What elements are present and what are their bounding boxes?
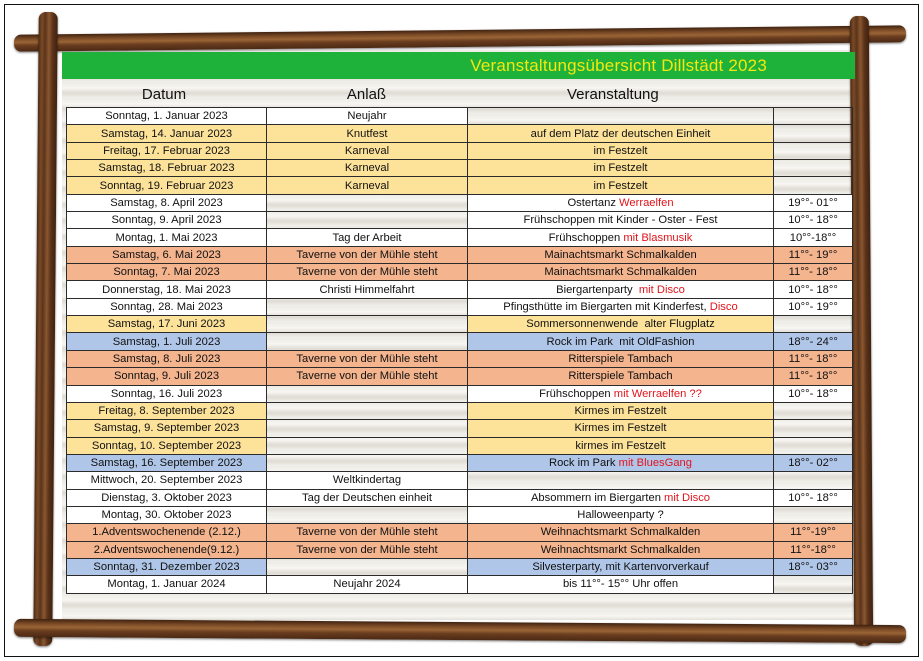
cell-event xyxy=(468,350,774,367)
cell-event xyxy=(468,420,774,437)
event-text: Ostertanz xyxy=(567,196,620,209)
event-text: Absommern im Biergarten xyxy=(530,491,665,504)
event-text: im Festzelt xyxy=(593,179,648,192)
cell-time xyxy=(774,402,853,419)
cell-event xyxy=(468,437,774,454)
column-header-occasion: Anlaß xyxy=(346,85,387,103)
cell-occasion: Taverne von der Mühle steht xyxy=(267,350,468,367)
cell-occasion: Tag der Deutschen einheit xyxy=(267,489,468,506)
event-text: Rock im Park mit OldFashion xyxy=(546,335,695,348)
cell-event xyxy=(468,281,774,298)
cell-occasion: Taverne von der Mühle steht xyxy=(267,264,468,281)
cell-event xyxy=(468,524,774,541)
cell-date: Samstag, 8. Juli 2023 xyxy=(67,350,267,367)
cell-date: Montag, 1. Januar 2024 xyxy=(67,576,267,593)
event-highlight-text: mit BluesGang xyxy=(618,457,692,470)
cell-occasion: Neujahr xyxy=(267,108,468,125)
cell-occasion xyxy=(267,437,468,454)
cell-occasion xyxy=(267,454,468,471)
event-text: kirmes im Festzelt xyxy=(575,439,666,452)
event-text: Weihnachtsmarkt Schmalkalden xyxy=(540,526,701,539)
cell-occasion: Taverne von der Mühle steht xyxy=(267,368,468,385)
cell-date: Samstag, 1. Juli 2023 xyxy=(67,333,267,350)
cell-date: Sonntag, 28. Mai 2023 xyxy=(67,298,267,315)
event-text: Halloweenparty ? xyxy=(577,509,664,522)
table-row xyxy=(67,506,853,523)
cell-date: Sonntag, 10. September 2023 xyxy=(67,437,267,454)
table-row xyxy=(67,281,853,298)
cell-occasion: Knutfest xyxy=(267,125,468,142)
cell-time: 11°°- 18°° xyxy=(774,264,853,281)
table-row xyxy=(67,142,853,159)
table-row xyxy=(67,489,853,506)
cell-time xyxy=(774,142,853,159)
cell-occasion xyxy=(267,333,468,350)
cell-event xyxy=(468,177,774,194)
cell-date: Montag, 30. Oktober 2023 xyxy=(67,506,267,523)
cell-event xyxy=(468,506,774,523)
cell-time xyxy=(774,125,853,142)
cell-time: 10°°- 19°° xyxy=(774,298,853,315)
table-row xyxy=(67,264,853,281)
cell-event xyxy=(468,489,774,506)
cell-time xyxy=(774,316,853,333)
cell-time xyxy=(774,160,853,177)
event-highlight-text: mit Disco xyxy=(664,491,711,504)
table-row xyxy=(67,212,853,229)
cell-date: Freitag, 8. September 2023 xyxy=(67,402,267,419)
cell-time: 11°°-18°° xyxy=(774,541,853,558)
table-row xyxy=(67,402,853,419)
cell-occasion xyxy=(267,316,468,333)
event-text: Biergartenparty xyxy=(556,283,639,296)
events-table xyxy=(66,107,853,594)
cell-time: 10°°- 18°° xyxy=(774,385,853,402)
cell-occasion xyxy=(267,506,468,523)
cell-event xyxy=(468,385,774,402)
cell-occasion xyxy=(267,420,468,437)
cell-date: Sonntag, 9. Juli 2023 xyxy=(67,368,267,385)
cell-occasion xyxy=(267,402,468,419)
cell-occasion: Weltkindertag xyxy=(267,472,468,489)
event-text: Rock im Park xyxy=(549,457,619,470)
table-row xyxy=(67,558,853,575)
table-row xyxy=(67,385,853,402)
cell-time: 10°°-18°° xyxy=(774,229,853,246)
event-text: Pfingsthütte im Biergarten mit Kinderfest, xyxy=(503,300,710,313)
event-highlight-text: mit Werraelfen ?? xyxy=(613,387,702,400)
cell-time: 10°°- 18°° xyxy=(774,281,853,298)
table-row xyxy=(67,472,853,489)
event-text: auf dem Platz der deutschen Einheit xyxy=(530,127,711,140)
column-header-date: Datum xyxy=(141,85,187,103)
cell-event xyxy=(468,229,774,246)
cell-occasion: Tag der Arbeit xyxy=(267,229,468,246)
cell-date: Samstag, 14. Januar 2023 xyxy=(67,125,267,142)
event-text: Frühschoppen xyxy=(539,387,614,400)
event-text: im Festzelt xyxy=(593,162,648,175)
cell-event xyxy=(468,246,774,263)
event-text: bis 11°°- 15°° Uhr offen xyxy=(562,578,679,591)
event-text: Ritterspiele Tambach xyxy=(568,352,673,365)
cell-event xyxy=(468,298,774,315)
cell-time xyxy=(774,108,853,125)
cell-date: Sonntag, 9. April 2023 xyxy=(67,212,267,229)
event-text: Mainachtsmarkt Schmalkalden xyxy=(544,248,697,261)
table-row xyxy=(67,420,853,437)
cell-event xyxy=(468,333,774,350)
cell-time: 11°°- 18°° xyxy=(774,368,853,385)
cell-time xyxy=(774,420,853,437)
table-row xyxy=(67,298,853,315)
cell-date: Sonntag, 1. Januar 2023 xyxy=(67,108,267,125)
cell-time: 18°°- 24°° xyxy=(774,333,853,350)
event-highlight-text: mit Disco xyxy=(638,283,685,296)
cell-event xyxy=(468,576,774,593)
column-header-event: Veranstaltung xyxy=(567,85,659,103)
cell-date: Sonntag, 7. Mai 2023 xyxy=(67,264,267,281)
cell-occasion: Karneval xyxy=(267,142,468,159)
cell-event xyxy=(468,125,774,142)
cell-date: Mittwoch, 20. September 2023 xyxy=(67,472,267,489)
cell-time: 11°°-19°° xyxy=(774,524,853,541)
table-row xyxy=(67,333,853,350)
cell-occasion xyxy=(267,385,468,402)
cell-time xyxy=(774,506,853,523)
table-row xyxy=(67,541,853,558)
event-text: Frühschoppen mit Kinder - Oster - Fest xyxy=(523,214,718,227)
cell-date: 1.Adventswochenende (2.12.) xyxy=(67,524,267,541)
cell-occasion xyxy=(267,298,468,315)
cell-time: 19°°- 01°° xyxy=(774,194,853,211)
cell-time xyxy=(774,472,853,489)
event-text: Frühschoppen xyxy=(548,231,624,244)
cell-event xyxy=(468,160,774,177)
cell-event xyxy=(468,472,774,489)
cell-occasion: Neujahr 2024 xyxy=(267,576,468,593)
table-row xyxy=(67,350,853,367)
table-header xyxy=(62,82,855,106)
table-row xyxy=(67,108,853,125)
cell-date: Samstag, 17. Juni 2023 xyxy=(67,316,267,333)
event-text: im Festzelt xyxy=(593,144,648,157)
cell-date: Samstag, 8. April 2023 xyxy=(67,194,267,211)
event-text: Kirmes im Festzelt xyxy=(574,422,667,435)
event-text: Kirmes im Festzelt xyxy=(574,405,667,418)
event-text: Weihnachtsmarkt Schmalkalden xyxy=(540,543,701,556)
table-row xyxy=(67,437,853,454)
cell-occasion xyxy=(267,212,468,229)
table-row xyxy=(67,246,853,263)
cell-date: Freitag, 17. Februar 2023 xyxy=(67,142,267,159)
cell-occasion: Taverne von der Mühle steht xyxy=(267,524,468,541)
cell-time xyxy=(774,576,853,593)
cell-date: Samstag, 9. September 2023 xyxy=(67,420,267,437)
event-text: Silvesterparty, mit Kartenvorverkauf xyxy=(532,561,709,574)
cell-time: 18°°- 02°° xyxy=(774,454,853,471)
cell-event xyxy=(468,142,774,159)
cell-occasion: Karneval xyxy=(267,177,468,194)
event-text: Ritterspiele Tambach xyxy=(568,370,673,383)
cell-occasion xyxy=(267,558,468,575)
cell-date: Samstag, 18. Februar 2023 xyxy=(67,160,267,177)
cell-date: 2.Adventswochenende(9.12.) xyxy=(67,541,267,558)
event-text: Mainachtsmarkt Schmalkalden xyxy=(544,266,697,279)
cell-event xyxy=(468,316,774,333)
cell-occasion: Christi Himmelfahrt xyxy=(267,281,468,298)
cell-time: 10°°- 18°° xyxy=(774,489,853,506)
cell-time: 11°°- 18°° xyxy=(774,350,853,367)
cell-date: Sonntag, 16. Juli 2023 xyxy=(67,385,267,402)
cell-time: 18°°- 03°° xyxy=(774,558,853,575)
cell-event xyxy=(468,454,774,471)
column-header-time xyxy=(773,82,855,106)
table-row xyxy=(67,177,853,194)
cell-event xyxy=(468,194,774,211)
cell-time xyxy=(774,437,853,454)
cell-event xyxy=(468,541,774,558)
cell-time: 10°°- 18°° xyxy=(774,212,853,229)
cell-event xyxy=(468,402,774,419)
cell-date: Dienstag, 3. Oktober 2023 xyxy=(67,489,267,506)
cell-date: Sonntag, 31. Dezember 2023 xyxy=(67,558,267,575)
table-row xyxy=(67,454,853,471)
cell-event xyxy=(468,368,774,385)
cell-event xyxy=(468,108,774,125)
cell-occasion: Taverne von der Mühle steht xyxy=(267,246,468,263)
table-row xyxy=(67,524,853,541)
cell-occasion: Karneval xyxy=(267,160,468,177)
event-text: Sommersonnenwende alter Flugplatz xyxy=(526,318,715,331)
cell-date: Donnerstag, 18. Mai 2023 xyxy=(67,281,267,298)
event-highlight-text: Disco xyxy=(709,300,738,313)
cell-date: Montag, 1. Mai 2023 xyxy=(67,229,267,246)
event-highlight-text: Werraelfen xyxy=(619,196,674,209)
cell-event xyxy=(468,212,774,229)
event-highlight-text: mit Blasmusik xyxy=(623,231,693,244)
cell-date: Samstag, 16. September 2023 xyxy=(67,454,267,471)
cell-date: Samstag, 6. Mai 2023 xyxy=(67,246,267,263)
cell-date: Sonntag, 19. Februar 2023 xyxy=(67,177,267,194)
table-row xyxy=(67,125,853,142)
table-row xyxy=(67,316,853,333)
table-row xyxy=(67,576,853,593)
cell-time: 11°°- 19°° xyxy=(774,246,853,263)
page-title: Veranstaltungsübersicht Dillstädt 2023 xyxy=(62,52,855,79)
table-row xyxy=(67,160,853,177)
table-row xyxy=(67,368,853,385)
cell-occasion: Taverne von der Mühle steht xyxy=(267,541,468,558)
table-row xyxy=(67,229,853,246)
cell-event xyxy=(468,264,774,281)
cell-event xyxy=(468,558,774,575)
table-row xyxy=(67,194,853,211)
cell-time xyxy=(774,177,853,194)
cell-occasion xyxy=(267,194,468,211)
